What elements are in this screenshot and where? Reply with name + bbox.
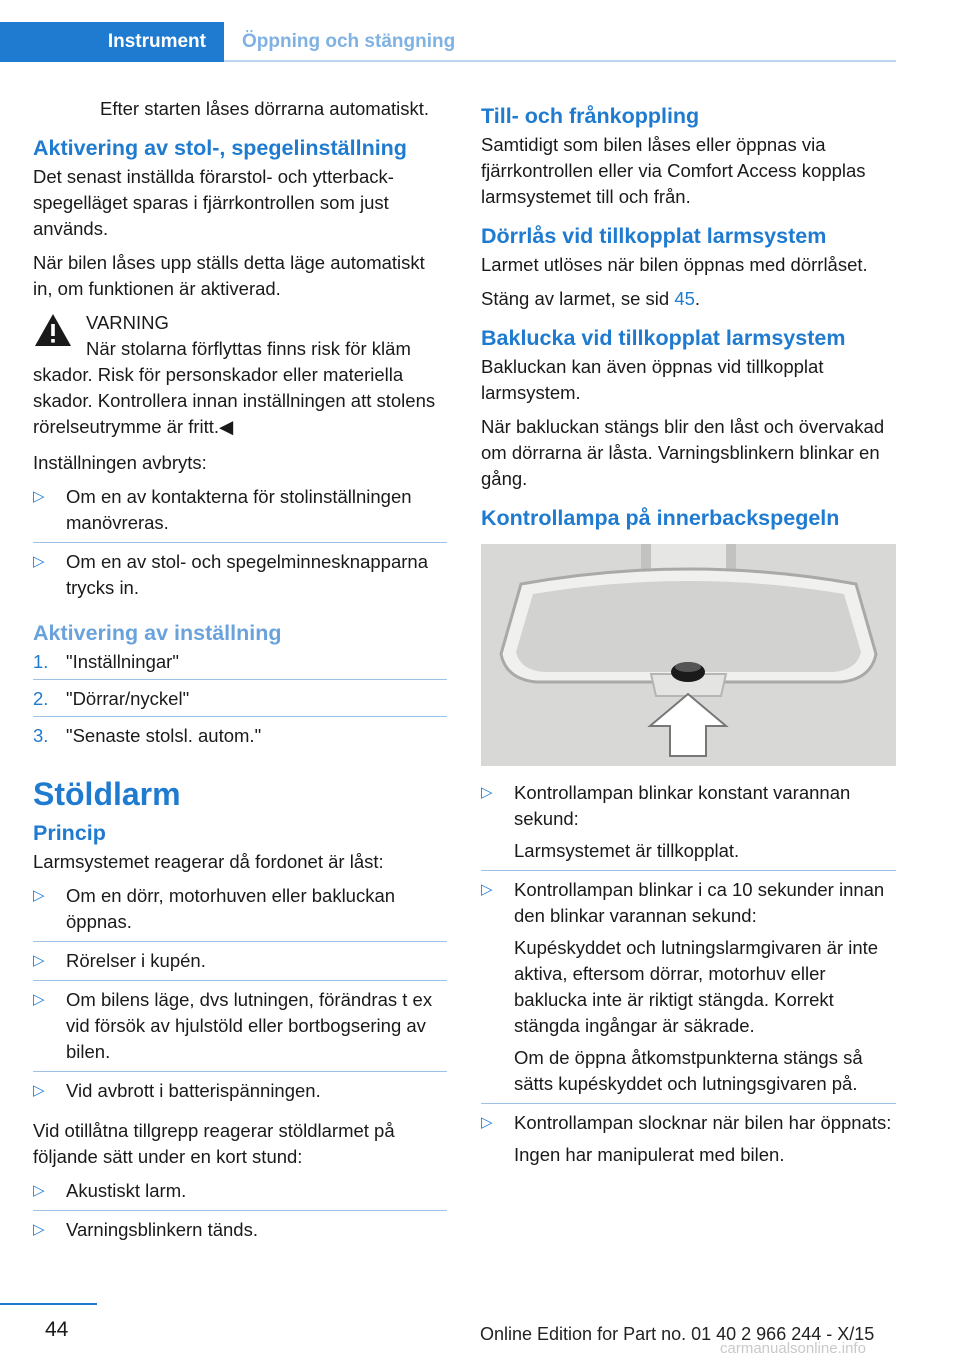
tab-opening-closing[interactable]: Öppning och stängning [242,31,456,52]
list-item: ▷ Om bilens läge, dvs lutningen, förändras t ex vid försök av hjulstöld eller bortbogsering av bilen. [33,987,447,1072]
cancel-intro: Inställningen avbryts: [33,452,207,473]
warning-text [33,336,447,440]
page-number: 44 [45,1318,69,1341]
triangle-bullet-icon: ▷ [33,887,45,904]
triangle-bullet-icon: ▷ [481,881,493,898]
list-item: ▷ Om en av kontakterna för stolinställningen manövreras. [33,484,447,543]
triangle-bullet-icon: ▷ [33,553,45,570]
triangle-bullet-icon: ▷ [33,1221,45,1238]
principle-paragraph: Larmsystemet reagerar då fordonet är låst: [33,851,384,872]
list-item: ▷ Akustiskt larm. [33,1178,447,1211]
list-item: 1. "Inställningar" [33,649,447,680]
triangle-bullet-icon: ▷ [481,1114,493,1131]
seat-paragraph-2: När bilen låses upp ställs detta läge automatiskt in, om funktionen är aktiverad. [33,252,425,299]
heading-on-off: Till- och frånkoppling [481,104,700,128]
tab-instrument[interactable]: Instrument [0,22,224,62]
list-item: 3. "Senaste stolsl. autom." [33,725,262,746]
triangle-bullet-icon: ▷ [33,1082,45,1099]
list-item: ▷ Kontrollampan blinkar konstant varannan sekund: Larmsystemet är tillkopplat. [481,780,896,871]
triangle-bullet-icon: ▷ [33,952,45,969]
list-item: ▷ Rörelser i kupén. [33,948,447,981]
steps-list [33,649,447,753]
mirror-figure [481,544,896,766]
principle-list [33,883,447,1110]
warning-triangle-icon [33,312,73,348]
watermark: carmanualsonline.info [720,1340,866,1357]
footer-divider [0,1303,97,1305]
left-column [33,96,447,1257]
header-bar [0,0,960,62]
trunk-paragraph-1: Bakluckan kan även öppnas vid tillkopplat larmsystem. [481,356,824,403]
warning-text-rest: skador. Risk för personskador eller materiella skador. Kontrollera innan inställningen att stolens rörelseutrymme är fritt.◀ [33,364,436,437]
triangle-bullet-icon: ▷ [33,991,45,1008]
triangle-bullet-icon: ▷ [481,784,493,801]
list-item: ▷ Vid avbrott i batterispänningen. [33,1078,447,1110]
lamp-list [481,780,896,1174]
header-divider [224,60,896,62]
list-item: ▷ Varningsblinkern tänds. [33,1217,447,1249]
page-link[interactable]: 45 [674,288,695,309]
heading-trunk: Baklucka vid tillkopplat larmsystem [481,326,846,350]
door-paragraph-1: Larmet utlöses när bilen öppnas med dörrlåset. [481,254,868,275]
cancel-list [33,484,447,607]
warning-block [33,310,447,440]
heading-alarm: Stöldlarm [33,776,181,812]
heading-door-lock: Dörrlås vid tillkopplat larmsystem [481,224,827,248]
heading-indicator-lamp: Kontrollampa på innerbackspegeln [481,506,840,530]
right-column [481,96,896,1182]
triangle-bullet-icon: ▷ [33,1182,45,1199]
seat-paragraph-1: Det senast inställda förarstol- och ytterbackspegelläget sparas i fjärrkontrollen som just används. [33,166,394,239]
list-item: ▷ Om en dörr, motorhuven eller bakluckan öppnas. [33,883,447,942]
heading-activation: Aktivering av inställning [33,621,282,645]
unauthorized-list [33,1178,447,1249]
list-item: ▷ Kontrollampan blinkar i ca 10 sekunder innan den blinkar varannan sekund: Kupéskyddet och lutningslarmgivaren är inte aktiva, eftersom dörrar, motorhuv eller baklucka inte är riktigt stängda. Korrekt stängda ingångar är säkrade. Om de öppna åtkomstpunkterna stängs så sätts kupéskyddet och lutningsgivaren på. [481,877,896,1104]
heading-seat-mirror: Aktivering av stol-, spegelinställning [33,136,407,160]
door-paragraph-2: Stäng av larmet, se sid 45. [481,288,701,309]
list-item: 2. "Dörrar/nyckel" [33,686,447,717]
intro-text: Efter starten låses dörrarna automatiskt. [100,98,430,119]
warning-text-first: När stolarna förflyttas finns risk för kläm [86,338,411,359]
list-item: ▷ Kontrollampan slocknar när bilen har öppnats: Ingen har manipulerat med bilen. [481,1112,892,1165]
list-item: ▷ Om en av stol- och spegelminnesknapparna trycks in. [33,551,428,598]
edition-text: Online Edition for Part no. 01 40 2 966 244 - X/15 [480,1324,875,1344]
trunk-paragraph-2: När bakluckan stängs blir den låst och övervakad om dörrarna är låsta. Varningsblinkern blinkar en gång. [481,416,885,489]
rearview-mirror-illustration [481,544,896,766]
warning-label: VARNING [86,312,169,333]
unauthorized-paragraph: Vid otillåtna tillgrepp reagerar stöldlarmet på följande sätt under en kort stund: [33,1120,395,1167]
heading-principle: Princip [33,821,106,845]
on-off-paragraph: Samtidigt som bilen låses eller öppnas via fjärrkontrollen eller via Comfort Access kopplas larmsystemet till och från. [481,134,866,207]
triangle-bullet-icon: ▷ [33,488,45,505]
